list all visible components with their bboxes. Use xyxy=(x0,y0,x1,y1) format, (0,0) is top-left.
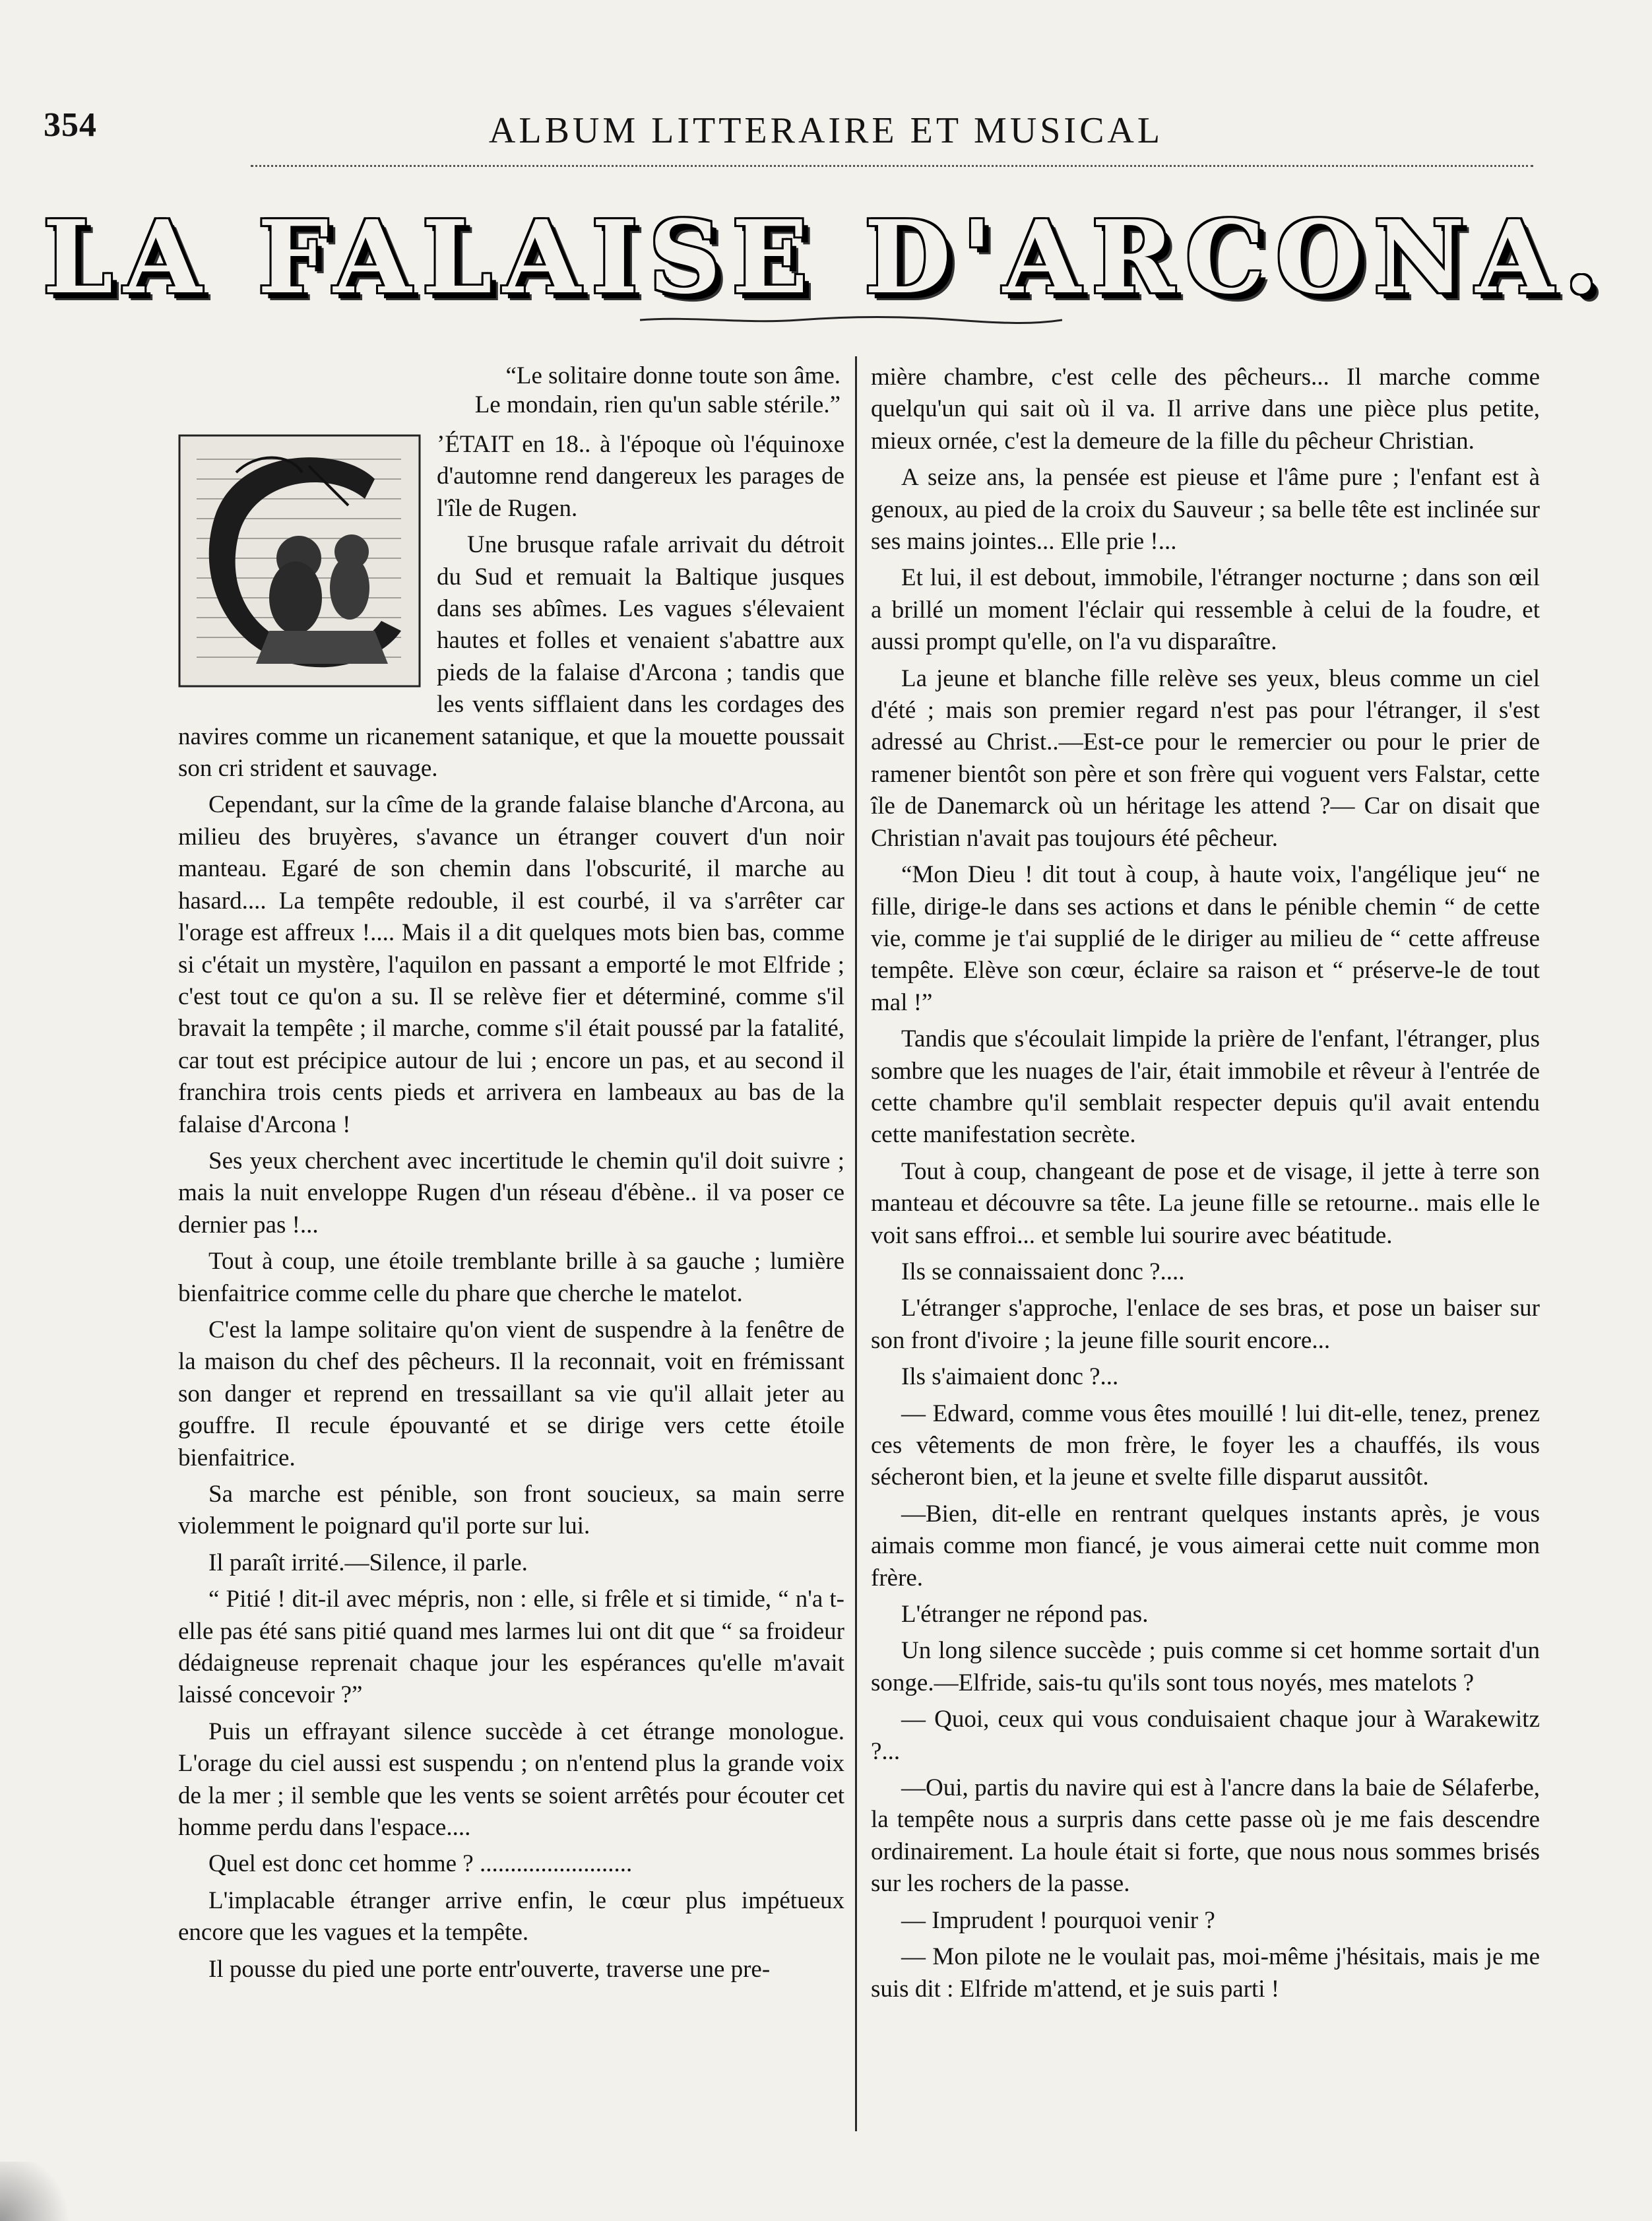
paragraph: mière chambre, c'est celle des pêcheurs... Il marche comme quelqu'un qui sait où il va. Il arrive dans une pièce plus petite, mieux ornée, c'est la demeure de la fille du pêcheur Christian. xyxy=(871,364,1540,455)
paragraph: Tandis que s'écoulait limpide la prière de l'enfant, l'étranger, plus sombre que les nuages de l'air, était immobile et rêveur à l'entrée de cette chambre qu'il semblait respecter depuis qu'il avait entendu cette manifestation secrète. xyxy=(871,1025,1540,1149)
epigraph-line: “Le solitaire donne toute son âme. xyxy=(505,362,841,389)
paragraph: Une brusque rafale arrivait du détroit du Sud et remuait la Baltique jusques dans ses abîmes. Les vagues s'élevaient hautes et folles et venaient s'abattre aux pieds de la falaise d'Arcona ; tandis que les vents sifflaient dans les cordages des navires comme un ricanement satanique, et que la mouette poussait son cri strident et sauvage. xyxy=(178,531,844,783)
left-column xyxy=(178,362,844,1990)
paragraph: Cependant, sur la cîme de la grande falaise blanche d'Arcona, au milieu des bruyères, s'avance un étranger couvert d'un noir manteau. Egaré de son chemin dans l'obscurité, il marche au hasard.... La tempête redouble, il est courbé, il va s'arrêter car l'orage est affreux !.... Mais il a dit quelques mots bien bas, comme si c'était un mystère, l'aquilon en passant a emporté le mot Elfride ; c'est tout ce qu'on a su. Il se relève fier et déterminé, comme s'il bravait la tempête ; il marche, comme s'il était poussé par la fatalité, car tout est précipice autour de lui ; encore un pas, et au second il franchira trois cents pieds et arrivera en lambeaux au bas de la falaise d'Arcona ! xyxy=(178,791,844,1138)
page-number: 354 xyxy=(44,106,97,144)
epigraph-line: Le mondain, rien qu'un sable stérile.” xyxy=(474,391,841,418)
column-divider xyxy=(855,356,857,2131)
paragraph: Tout à coup, changeant de pose et de visage, il jette à terre son manteau et découvre sa tête. La jeune fille se retourne.. mais elle le voit sans effroi... et semble lui sourire avec béatitude. xyxy=(871,1157,1540,1249)
article-title: LA FALAISE D'ARCONA. xyxy=(42,198,1610,316)
title-ornament-rule xyxy=(640,315,1062,325)
paragraph: Il paraît irrité.—Silence, il parle. xyxy=(208,1549,528,1576)
paragraph: L'implacable étranger arrive enfin, le cœur plus impétueux encore que les vagues et la tempête. xyxy=(178,1886,844,1947)
paragraph: Puis un effrayant silence succède à cet étrange monologue. L'orage du ciel aussi est suspendu ; on n'entend plus la grande voix de la mer ; il semble que les vents se soient arrêtés pour écouter cet homme perdu dans l'espace.... xyxy=(178,1718,844,1842)
scan-corner-shadow xyxy=(0,2162,79,2221)
paragraph: Un long silence succède ; puis comme si cet homme sortait d'un songe.—Elfride, sais-tu qu'ils sont tous noyés, mes matelots ? xyxy=(871,1637,1540,1696)
paragraph: Il pousse du pied une porte entr'ouverte, traverse une pre- xyxy=(208,1955,771,1983)
paragraph: ’ÉTAIT en 18.. à l'époque où l'équinoxe d'automne rend dangereux les parages de l'île de Rugen. xyxy=(437,431,844,522)
running-title: ALBUM LITTERAIRE ET MUSICAL xyxy=(488,110,1164,151)
right-column xyxy=(871,362,1540,2010)
epigraph xyxy=(178,362,844,420)
paragraph: Ils s'aimaient donc ?... xyxy=(901,1363,1119,1391)
paragraph: C'est la lampe solitaire qu'on vient de suspendre à la fenêtre de la maison du chef des pêcheurs. Il la reconnait, voit en frémissant son danger et reprend en tressaillant sa vie qu'il allait jeter au gouffre. Il recule épouvanté et se dirige vers cette étoile bienfaitrice. xyxy=(178,1316,844,1471)
header-rule xyxy=(251,165,1533,167)
paragraph: — Mon pilote ne le voulait pas, moi-même j'hésitais, mais je me suis dit : Elfride m'attend, et je suis parti ! xyxy=(871,1943,1540,2003)
paragraph: L'étranger s'approche, l'enlace de ses bras, et pose un baiser sur son front d'ivoire ; la jeune fille sourit encore... xyxy=(871,1295,1540,1354)
paragraph: —Bien, dit-elle en rentrant quelques instants après, je vous aimais comme mon fiancé, je vous aimerai cette nuit comme mon frère. xyxy=(871,1500,1540,1592)
paragraph: “ Pitié ! dit-il avec mépris, non : elle, si frêle et si timide, “ n'a t-elle pas été sans pitié quand mes larmes lui ont dit que “ sa froideur dédaigneuse reprenait chaque jour les espérances qu'elle m'avait laissé concevoir ?” xyxy=(178,1586,844,1709)
paragraph: “Mon Dieu ! dit tout à coup, à haute voix, l'angélique jeu“ ne fille, dirige-le dans ses actions et dans le pénible chemin “ de cette vie, comme je t'ai supplié de le diriger au milieu de “ cette affreuse tempête. Elève son cœur, éclaire sa raison et “ préserve-le de tout mal !” xyxy=(871,861,1540,1016)
paragraph: Quel est donc cet homme ? ......................... xyxy=(208,1850,633,1878)
illustrated-drop-cap xyxy=(177,433,422,689)
paragraph: A seize ans, la pensée est pieuse et l'âme pure ; l'enfant est à genoux, au pied de la croix du Sauveur ; sa belle tête est inclinée sur ses mains jointes... Elle prie !... xyxy=(871,464,1540,556)
paragraph: L'étranger ne répond pas. xyxy=(901,1601,1149,1628)
paragraph: Ses yeux cherchent avec incertitude le chemin qu'il doit suivre ; mais la nuit enveloppe Rugen d'un réseau d'ébène.. il va poser ce dernier pas !... xyxy=(178,1147,844,1239)
paragraph: — Imprudent ! pourquoi venir ? xyxy=(901,1906,1215,1934)
paragraph: Ils se connaissaient donc ?.... xyxy=(901,1258,1185,1285)
paragraph: Et lui, il est debout, immobile, l'étranger nocturne ; dans son œil a brillé un moment l'éclair qui ressemble à celui de la foudre, et aussi prompt qu'elle, on l'a vu disparaître. xyxy=(871,564,1540,656)
paragraph: Tout à coup, une étoile tremblante brille à sa gauche ; lumière bienfaitrice comme celle du phare que cherche le matelot. xyxy=(178,1248,844,1307)
paragraph: —Oui, partis du navire qui est à l'ancre dans la baie de Sélaferbe, la tempête nous a surpris dans cette passe où je me fais descendre ordinairement. La houle était si forte, que nous nous sommes brisés sur les rochers de la passe. xyxy=(871,1774,1540,1898)
paragraph: — Edward, comme vous êtes mouillé ! lui dit-elle, tenez, prenez ces vêtements de mon frère, le foyer les a chauffés, ils vous sécheront bien, et la jeune et svelte fille disparut aussitôt. xyxy=(871,1400,1540,1491)
paragraph: La jeune et blanche fille relève ses yeux, bleus comme un ciel d'été ; mais son premier regard n'est pas pour l'étranger, il s'est adressé au Christ..—Est-ce pour le remercier ou pour le prier de ramener bientôt son père et son frère qui voguent vers Falstar, cette île de Danemarck où un héritage les attend ?— Car on disait que Christian n'avait pas toujours été pêcheur. xyxy=(871,664,1540,852)
paragraph: Sa marche est pénible, son front soucieux, sa main serre violemment le poignard qu'il porte sur lui. xyxy=(178,1481,844,1540)
paragraph: — Quoi, ceux qui vous conduisaient chaque jour à Warakewitz ?... xyxy=(871,1706,1540,1765)
